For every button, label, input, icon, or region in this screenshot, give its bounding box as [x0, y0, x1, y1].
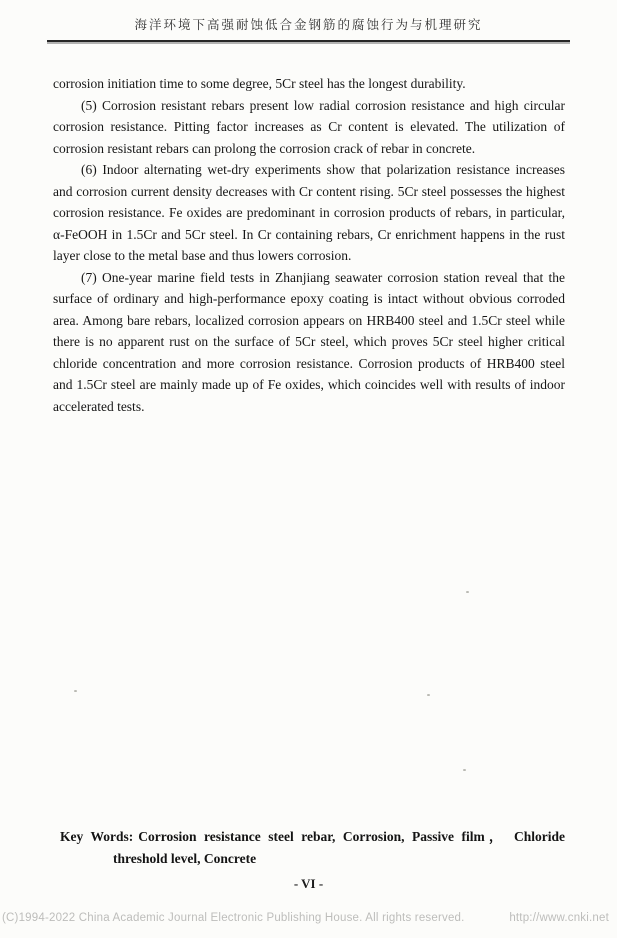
cnki-url: http://www.cnki.net: [509, 912, 609, 924]
scan-speck: [466, 591, 469, 593]
paragraph-item-6: (6) Indoor alternating wet-dry experiments show that polarization resistance increases and corrosion current density decreases with Cr content rising. 5Cr steel possesses the highest corrosion resistance. Fe oxides are predominant in corrosion products of rebars, in particular, α-FeOOH in 1.5Cr and 5Cr steel. In Cr containing rebars, Cr enrichment happens in the rust layer close to the metal base and thus lowers corrosion.: [53, 162, 565, 263]
keywords-label: Key Words:: [60, 829, 134, 844]
paragraph-continuation: corrosion initiation time to some degree, 5Cr steel has the longest durability.: [53, 76, 466, 91]
keywords-text: Corrosion resistance steel rebar, Corrosion, Passive film， Chloride threshold level, Concrete: [113, 829, 565, 866]
scan-speck: [427, 694, 430, 696]
running-header: [0, 0, 617, 42]
paragraph-item-7: (7) One-year marine field tests in Zhanjiang seawater corrosion station reveal that the surface of ordinary and high-performance epoxy coating is intact without obvious corroded area. Among bare rebars, localized corrosion appears on HRB400 steel and 1.5Cr steel while there is no apparent rust on the surface of 5Cr steel, which proves 5Cr steel higher critical chloride concentration and more corrosion resistance. Corrosion products of HRB400 steel and 1.5Cr steel are mainly made up of Fe oxides, which coincides well with results of indoor accelerated tests.: [53, 269, 565, 414]
watermark-footer: [2, 912, 609, 924]
abstract-body: [0, 42, 617, 417]
header-title: 海洋环境下高强耐蚀低合金钢筋的腐蚀行为与机理研究: [134, 18, 483, 32]
scan-speck: [74, 690, 77, 692]
scan-speck: [463, 769, 466, 771]
page-number: - VI -: [293, 876, 324, 891]
copyright-text: (C)1994-2022 China Academic Journal Electronic Publishing House. All rights reserved.: [2, 912, 465, 924]
keywords-block: [60, 826, 565, 870]
paragraph-item-5: (5) Corrosion resistant rebars present low radial corrosion resistance and high circular corrosion resistance. Pitting factor increases as Cr content is elevated. The utilization of corrosion resistant rebars can prolong the corrosion crack of rebar in concrete.: [53, 97, 565, 156]
